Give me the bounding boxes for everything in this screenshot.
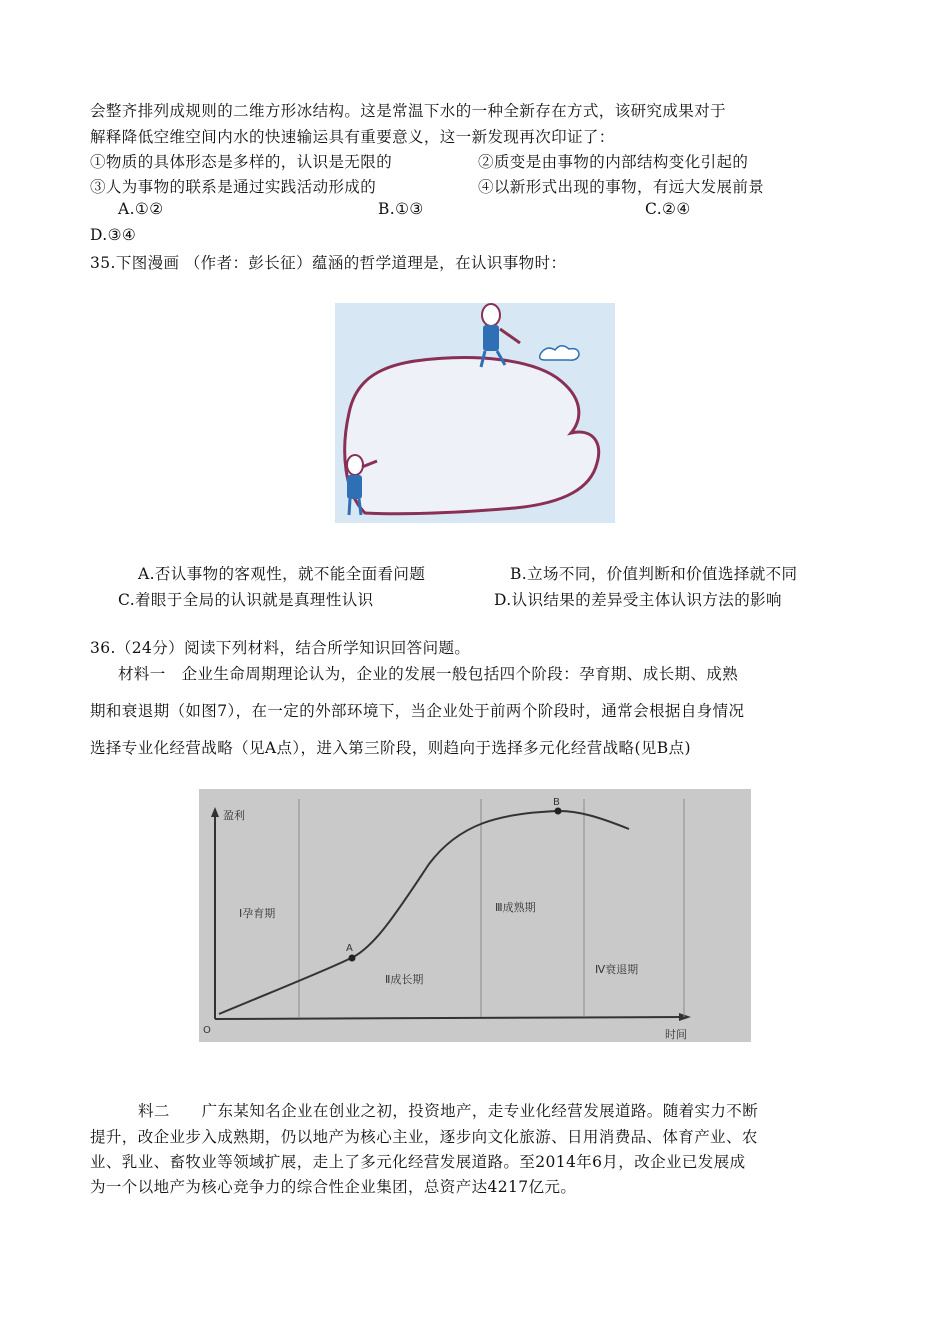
question-36-stem: 36.（24分）阅读下列材料，结合所学知识回答问题。 (90, 639, 471, 657)
option-statement-1: ①物质的具体形态是多样的，认识是无限的 (90, 153, 393, 171)
origin-label: O (203, 1025, 211, 1036)
option-statement-2: ②质变是由事物的内部结构变化引起的 (478, 153, 749, 171)
material-one-line: 材料一 企业生命周期理论认为，企业的发展一般包括四个阶段：孕育期、成长期、成熟 (118, 665, 739, 683)
figure-bottom-head (347, 455, 363, 475)
material-two-line: 业、乳业、畜牧业等领域扩展，走上了多元化经营发展道路。至2014年6月，改企业已发展成 (90, 1153, 746, 1171)
answer-option-c: C.②④ (645, 200, 691, 218)
answer-option-b: B.①③ (378, 200, 424, 218)
stage-label-1: Ⅰ孕育期 (239, 907, 276, 920)
answer-option-d: D.③④ (90, 226, 137, 244)
x-axis (215, 1017, 685, 1019)
figure-bottom-body (347, 475, 362, 499)
material-two-line: 料二 广东某知名企业在创业之初，投资地产，走专业化经营发展道路。随着实力不断 (138, 1102, 759, 1120)
material-one-line: 期和衰退期（如图7），在一定的外部环境下，当企业处于前两个阶段时，通常会根据自身情况 (90, 702, 745, 720)
answer-option-b: B.立场不同，价值判断和价值选择就不同 (510, 565, 798, 583)
cartoon-hill (345, 358, 599, 514)
stage-label-2: Ⅱ成长期 (385, 973, 424, 986)
figure-top-body (483, 325, 499, 351)
stage-label-3: Ⅲ成熟期 (495, 901, 536, 914)
question-35-stem: 35.下图漫画 （作者：彭长征）蕴涵的哲学道理是，在认识事物时： (90, 254, 567, 272)
option-statement-4: ④以新形式出现的事物，有远大发展前景 (478, 178, 765, 196)
point-a-label: A (346, 943, 353, 954)
x-axis-arrow (679, 1013, 691, 1021)
y-axis-label: 盈利 (223, 809, 245, 822)
life-cycle-curve (219, 811, 629, 1014)
answer-option-a: A.①② (118, 200, 164, 218)
figure-top-head (482, 304, 500, 326)
answer-option-a: A.否认事物的客观性，就不能全面看问题 (138, 565, 426, 583)
life-cycle-chart (199, 789, 751, 1042)
option-statement-3: ③人为事物的联系是通过实践活动形成的 (90, 178, 377, 196)
cartoon-image (335, 303, 615, 523)
stage-label-4: Ⅳ衰退期 (595, 963, 639, 976)
answer-option-d: D.认识结果的差异受主体认识方法的影响 (494, 591, 782, 609)
material-two-line: 提升，改企业步入成熟期，仍以地产为核心主业，逐步向文化旅游、日用消费品、体育产业、农 (90, 1128, 758, 1146)
paragraph-line: 解释降低空维空间内水的快速输运具有重要意义，这一新发现再次印证了： (90, 128, 615, 146)
paragraph-line: 会整齐排列成规则的二维方形冰结构。这是常温下水的一种全新存在方式，该研究成果对于 (90, 102, 727, 120)
point-b-marker (555, 808, 562, 815)
point-a-marker (349, 955, 356, 962)
point-b-label: B (553, 797, 560, 808)
material-two-line: 为一个以地产为核心竞争力的综合性企业集团，总资产达4217亿元。 (90, 1178, 577, 1196)
answer-option-c: C.着眼于全局的认识就是真理性认识 (118, 591, 374, 609)
y-axis-arrow (211, 807, 219, 817)
material-one-line: 选择专业化经营战略（见A点），进入第三阶段，则趋向于选择多元化经营战略(见B点) (90, 739, 691, 757)
x-axis-label: 时间 (665, 1028, 687, 1041)
